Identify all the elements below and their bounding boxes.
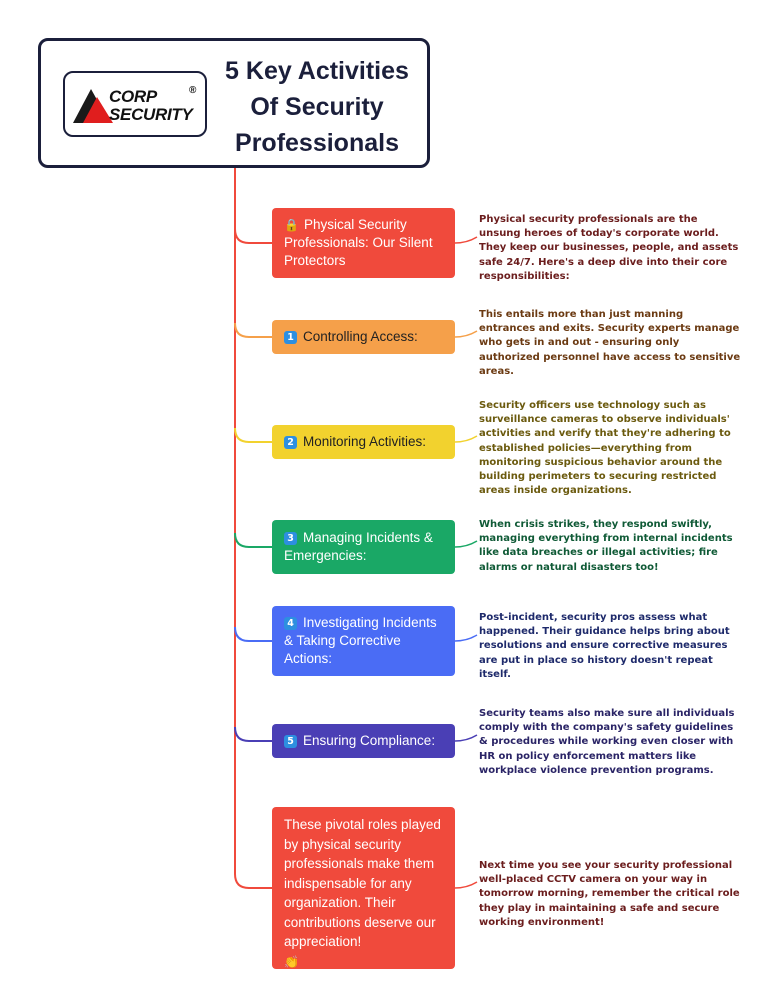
node-label-wrap <box>284 433 426 451</box>
description-connector <box>455 735 477 741</box>
registered-mark: ® <box>189 85 197 96</box>
node-label-wrap <box>284 216 443 270</box>
node-description: Security teams also make sure all individuals comply with the company's safety guidelines & procedures while working even closer with HR on policy enforcement matters like workplace violence prevention programs. <box>479 708 735 776</box>
description-connector <box>455 237 477 243</box>
description-connector <box>455 436 477 442</box>
description-connector <box>455 635 477 641</box>
node-access <box>272 320 455 354</box>
node-compliance <box>272 724 455 758</box>
clapping-hands-icon: 👏 <box>284 954 299 969</box>
node-label: These pivotal roles played by physical security professionals make them indispensable for any organization. Their contributions deserve our appreciation! <box>284 817 441 949</box>
branch-line <box>235 229 272 243</box>
branch-line <box>235 727 272 741</box>
node-description: This entails more than just manning entrances and exits. Security experts manage who gets in and out - ensuring only authorized personnel have access to sensitive areas. <box>479 309 741 377</box>
node-conclusion <box>272 807 455 969</box>
logo-text-line1: CORP <box>109 87 157 106</box>
node-monitoring <box>272 425 455 459</box>
node-investigating <box>272 606 455 676</box>
corp-security-logo <box>63 71 207 137</box>
node-label-wrap <box>284 529 443 565</box>
description-connector <box>455 882 477 888</box>
node-description: Security officers use technology such as surveillance cameras to observe individuals' activities and verify that they're adhering to established policies—everything from monitoring suspicious behavior around the building perimeters to securing restricted areas inside organizations. <box>479 400 731 497</box>
node-label-wrap <box>284 328 418 346</box>
title-card <box>38 38 430 168</box>
lock-icon: 🔒 <box>284 218 299 232</box>
node-description: Next time you see your security professional well-placed CCTV camera on your way in tomorrow morning, remember the critical role they play in maintaining a safe and secure working environment! <box>479 860 740 928</box>
node-label: Controlling Access: <box>303 329 418 344</box>
number-badge-icon: 3 <box>284 532 297 545</box>
node-label: Monitoring Activities: <box>303 434 427 449</box>
node-description: When crisis strikes, they respond swiftly, managing everything from internal incidents like data breaches or illegal activities; fire alarms or natural disasters too! <box>479 519 733 573</box>
description-connector <box>455 331 477 337</box>
branch-line <box>235 627 272 641</box>
branch-line <box>235 874 272 888</box>
description-connector <box>455 541 477 547</box>
number-badge-icon: 2 <box>284 436 297 449</box>
number-badge-icon: 1 <box>284 331 297 344</box>
branch-line <box>235 428 272 442</box>
node-intro <box>272 208 455 278</box>
node-label: Managing Incidents & Emergencies: <box>284 530 433 563</box>
number-badge-icon: 5 <box>284 735 297 748</box>
node-label: Physical Security Professionals: Our Silent Protectors <box>284 217 433 268</box>
node-incidents <box>272 520 455 574</box>
node-label: Investigating Incidents & Taking Corrective Actions: <box>284 615 437 666</box>
node-label-wrap <box>284 732 435 750</box>
branch-line <box>235 323 272 337</box>
logo-text-line2: SECURITY <box>109 105 193 124</box>
node-label-wrap <box>284 815 443 972</box>
node-description: Post-incident, security pros assess what happened. Their guidance helps bring about resolutions and ensure corrective measures are put in place so history doesn't repeat itself. <box>479 612 730 680</box>
branch-line <box>235 533 272 547</box>
node-label-wrap <box>284 614 443 668</box>
number-badge-icon: 4 <box>284 617 297 630</box>
node-label: Ensuring Compliance: <box>303 733 436 748</box>
page-title: 5 Key Activities Of Security Professionals <box>225 57 409 157</box>
node-description: Physical security professionals are the unsung heroes of today's corporate world. They keep our businesses, people, and assets safe 24/7. Here's a deep dive into their core responsibilities: <box>479 214 739 282</box>
logo-mountain-icon <box>73 85 113 123</box>
